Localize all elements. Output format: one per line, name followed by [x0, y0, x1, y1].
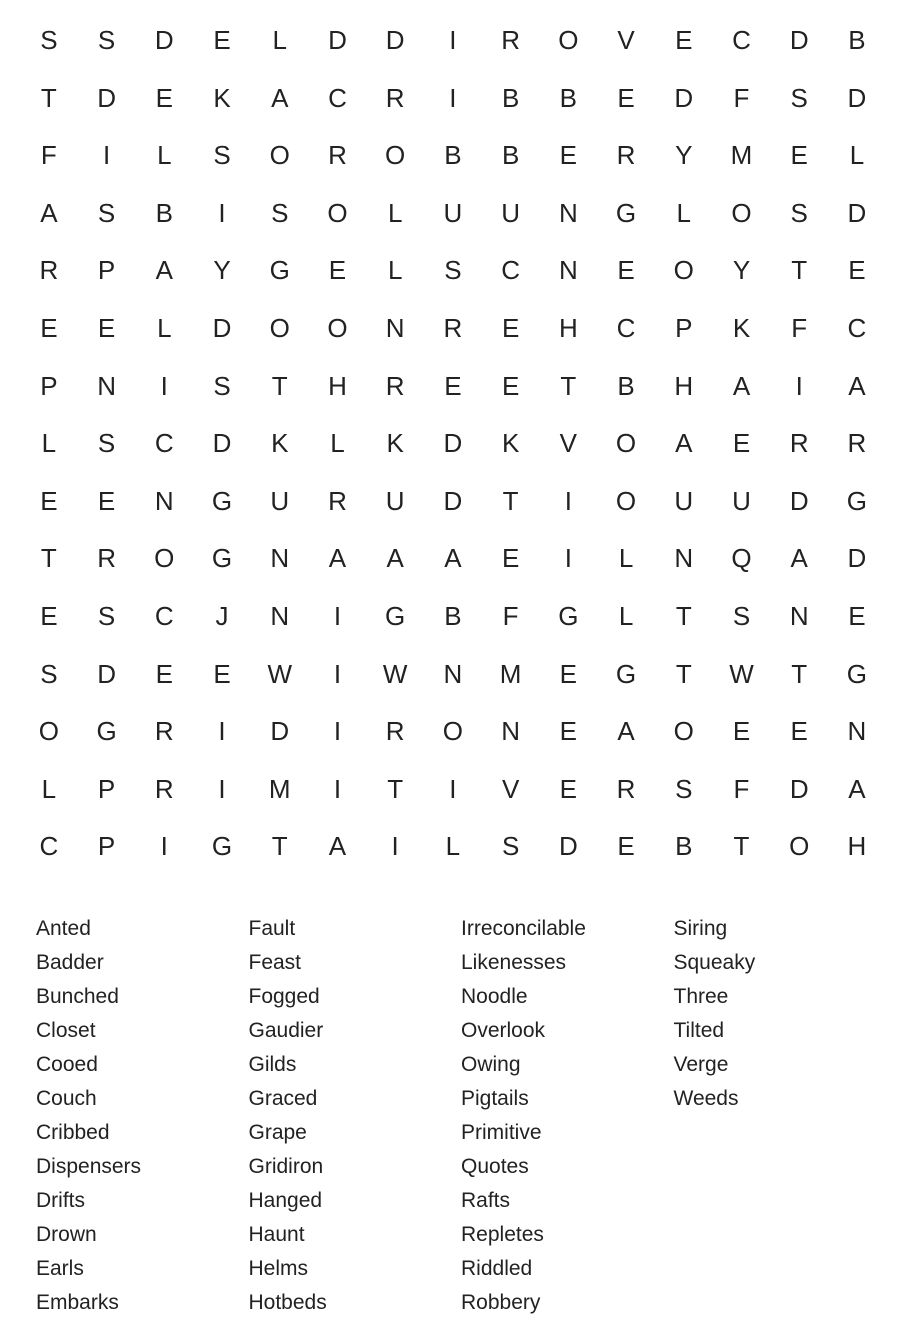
grid-cell[interactable]: Y: [675, 140, 693, 171]
grid-cell[interactable]: E: [328, 255, 347, 286]
grid-cell[interactable]: G: [211, 831, 233, 862]
word-list-item: Fogged: [248, 985, 320, 1008]
grid-row: [20, 703, 886, 761]
grid-cell[interactable]: D: [212, 428, 232, 459]
grid-cell[interactable]: L: [445, 831, 461, 862]
grid-cell[interactable]: O: [789, 831, 810, 862]
grid-cell[interactable]: D: [443, 485, 463, 516]
grid-cell[interactable]: Y: [213, 255, 231, 286]
grid-cell[interactable]: I: [160, 831, 168, 862]
grid-cell[interactable]: U: [501, 197, 520, 228]
grid-cell[interactable]: P: [97, 773, 116, 804]
grid-cell[interactable]: N: [558, 255, 578, 286]
grid-row: [20, 761, 886, 819]
word-list-item: Gilds: [248, 1053, 297, 1076]
grid-cell[interactable]: W: [267, 658, 292, 689]
grid-cell[interactable]: F: [502, 600, 519, 631]
grid-cell[interactable]: S: [40, 25, 58, 55]
grid-cell[interactable]: B: [444, 600, 462, 631]
grid-cell[interactable]: G: [846, 658, 868, 689]
grid-cell[interactable]: B: [675, 831, 693, 862]
grid-cell[interactable]: R: [154, 773, 174, 804]
grid-row: [20, 530, 886, 588]
grid-cell[interactable]: A: [386, 543, 404, 574]
grid-row: [20, 415, 886, 473]
grid-cell[interactable]: E: [559, 773, 577, 804]
grid-cell[interactable]: S: [675, 773, 693, 804]
grid-cell[interactable]: T: [387, 773, 404, 804]
grid-cell[interactable]: S: [40, 658, 58, 689]
grid-cell[interactable]: W: [382, 658, 408, 689]
grid-cell[interactable]: T: [791, 255, 808, 286]
grid-cell[interactable]: G: [558, 600, 579, 631]
grid-cell[interactable]: H: [328, 370, 347, 401]
grid-cell[interactable]: N: [789, 600, 809, 631]
grid-cell[interactable]: T: [733, 831, 750, 862]
word-list-item: Grape: [248, 1121, 307, 1144]
word-list-item: Primitive: [461, 1121, 542, 1144]
word-list-item: Anted: [36, 917, 91, 940]
grid-cell[interactable]: F: [791, 312, 808, 343]
grid-cell[interactable]: U: [674, 485, 694, 516]
word-column: [461, 912, 674, 1322]
grid-cell[interactable]: K: [501, 428, 520, 459]
grid-cell[interactable]: G: [269, 255, 290, 286]
word-list-item: Weeds: [673, 1087, 739, 1110]
grid-cell[interactable]: V: [617, 25, 635, 55]
grid-cell[interactable]: C: [847, 312, 867, 343]
grid-cell[interactable]: G: [615, 197, 637, 228]
grid-cell[interactable]: T: [502, 485, 519, 516]
grid-cell[interactable]: S: [501, 831, 520, 862]
letter-grid: [20, 12, 886, 876]
grid-cell[interactable]: I: [564, 543, 572, 574]
grid-cell[interactable]: B: [617, 370, 635, 401]
grid-cell[interactable]: D: [674, 82, 694, 113]
grid-cell[interactable]: I: [102, 140, 111, 171]
word-list: [36, 912, 886, 1322]
grid-cell[interactable]: B: [559, 82, 577, 113]
grid-cell[interactable]: R: [616, 140, 636, 171]
grid-cell[interactable]: N: [558, 197, 578, 228]
grid-cell[interactable]: I: [333, 658, 342, 689]
grid-cell[interactable]: E: [790, 716, 808, 747]
grid-cell[interactable]: E: [790, 140, 808, 171]
word-list-item: Earls: [36, 1257, 84, 1280]
grid-cell[interactable]: A: [790, 543, 808, 574]
word-list-item: Embarks: [36, 1291, 119, 1314]
grid-cell[interactable]: G: [211, 485, 233, 516]
grid-cell[interactable]: O: [269, 140, 290, 171]
grid-cell[interactable]: I: [333, 773, 342, 804]
grid-cell[interactable]: K: [386, 428, 404, 459]
grid-cell[interactable]: L: [41, 428, 57, 459]
grid-cell[interactable]: P: [97, 831, 116, 862]
grid-row: [20, 473, 886, 531]
grid-cell[interactable]: G: [96, 716, 117, 747]
word-list-item: Rafts: [461, 1189, 511, 1212]
grid-cell[interactable]: E: [732, 428, 751, 459]
grid-cell[interactable]: L: [618, 600, 634, 631]
word-list-item: Squeaky: [673, 951, 756, 974]
grid-cell[interactable]: A: [848, 773, 866, 804]
word-list-item: Gridiron: [248, 1155, 324, 1178]
grid-row: [20, 588, 886, 646]
grid-cell[interactable]: V: [501, 773, 520, 804]
grid-cell[interactable]: O: [442, 716, 463, 747]
word-list-item: Three: [673, 985, 729, 1008]
grid-cell[interactable]: N: [674, 543, 694, 574]
grid-cell[interactable]: I: [564, 485, 572, 516]
grid-cell[interactable]: G: [211, 543, 233, 574]
grid-cell[interactable]: D: [154, 25, 174, 55]
grid-cell[interactable]: D: [385, 25, 405, 55]
grid-cell[interactable]: J: [215, 600, 229, 631]
grid-cell[interactable]: I: [333, 600, 342, 631]
grid-cell[interactable]: E: [155, 658, 173, 689]
grid-cell[interactable]: Q: [731, 543, 752, 574]
grid-cell[interactable]: I: [449, 773, 457, 804]
grid-cell[interactable]: C: [328, 82, 347, 113]
grid-cell[interactable]: T: [40, 543, 57, 574]
word-list-item: Bunched: [36, 985, 119, 1008]
grid-cell[interactable]: T: [271, 831, 288, 862]
grid-cell[interactable]: K: [271, 428, 289, 459]
grid-cell[interactable]: E: [848, 255, 866, 286]
grid-cell[interactable]: L: [157, 140, 172, 171]
grid-cell[interactable]: S: [97, 600, 116, 631]
grid-cell[interactable]: R: [154, 716, 174, 747]
word-list-item: Owing: [461, 1053, 521, 1076]
grid-cell[interactable]: P: [675, 312, 693, 343]
grid-cell[interactable]: N: [385, 312, 405, 343]
grid-cell[interactable]: T: [40, 82, 57, 113]
grid-cell[interactable]: R: [97, 543, 116, 574]
grid-cell[interactable]: N: [501, 716, 520, 747]
grid-cell[interactable]: S: [271, 197, 289, 228]
grid-cell[interactable]: T: [675, 600, 692, 631]
grid-cell[interactable]: R: [328, 140, 347, 171]
grid-cell[interactable]: I: [795, 370, 803, 401]
grid-cell[interactable]: L: [41, 773, 57, 804]
grid-cell[interactable]: N: [443, 658, 463, 689]
grid-cell[interactable]: B: [501, 140, 520, 171]
grid-cell[interactable]: E: [213, 25, 231, 55]
grid-cell[interactable]: V: [559, 428, 577, 459]
grid-cell[interactable]: K: [213, 82, 231, 113]
grid-cell[interactable]: O: [673, 255, 694, 286]
grid-cell[interactable]: G: [385, 600, 406, 631]
word-column: [249, 912, 462, 1322]
grid-cell[interactable]: R: [385, 370, 405, 401]
grid-cell[interactable]: S: [790, 82, 808, 113]
grid-cell[interactable]: D: [789, 773, 809, 804]
grid-cell[interactable]: U: [732, 485, 751, 516]
grid-cell[interactable]: E: [501, 312, 520, 343]
grid-cell[interactable]: E: [848, 600, 866, 631]
grid-row: [20, 127, 886, 185]
grid-cell[interactable]: C: [154, 600, 174, 631]
grid-cell[interactable]: G: [846, 485, 868, 516]
grid-cell[interactable]: D: [328, 25, 347, 55]
word-list-item: Graced: [248, 1087, 318, 1110]
grid-cell[interactable]: N: [97, 370, 116, 401]
grid-cell[interactable]: D: [97, 658, 116, 689]
grid-cell[interactable]: L: [272, 25, 287, 55]
grid-cell[interactable]: A: [155, 255, 173, 286]
grid-cell[interactable]: L: [387, 197, 403, 228]
word-list-item: Hanged: [248, 1189, 323, 1212]
word-list-item: Hotbeds: [248, 1291, 327, 1314]
grid-cell[interactable]: D: [270, 716, 290, 747]
grid-cell[interactable]: R: [501, 25, 520, 55]
grid-cell[interactable]: G: [615, 658, 637, 689]
word-list-item: Closet: [36, 1019, 96, 1042]
word-list-item: Gaudier: [248, 1019, 324, 1042]
grid-row: [20, 646, 886, 704]
grid-cell[interactable]: I: [218, 773, 226, 804]
grid-cell[interactable]: A: [271, 82, 289, 113]
grid-cell[interactable]: S: [213, 140, 231, 171]
grid-cell[interactable]: P: [97, 255, 116, 286]
grid-cell[interactable]: N: [847, 716, 867, 747]
grid-cell[interactable]: S: [790, 197, 808, 228]
grid-cell[interactable]: E: [40, 312, 58, 343]
grid-cell[interactable]: A: [617, 716, 635, 747]
grid-cell[interactable]: L: [676, 197, 691, 228]
word-list-item: Cooed: [36, 1053, 98, 1076]
grid-cell[interactable]: L: [387, 255, 403, 286]
grid-cell[interactable]: E: [559, 716, 577, 747]
grid-cell[interactable]: T: [271, 370, 288, 401]
grid-cell[interactable]: D: [558, 831, 578, 862]
grid-cell[interactable]: D: [847, 82, 867, 113]
grid-cell[interactable]: O: [327, 312, 348, 343]
grid-cell[interactable]: I: [333, 716, 342, 747]
grid-cell[interactable]: K: [732, 312, 751, 343]
grid-cell[interactable]: A: [848, 370, 866, 401]
grid-cell[interactable]: A: [328, 831, 347, 862]
grid-cell[interactable]: E: [40, 600, 58, 631]
word-list-item: Haunt: [248, 1223, 305, 1246]
grid-cell[interactable]: B: [155, 197, 173, 228]
grid-cell[interactable]: R: [39, 255, 59, 286]
word-list-item: Likenesses: [461, 951, 567, 974]
word-list-item: Quotes: [461, 1155, 529, 1178]
grid-cell[interactable]: B: [848, 25, 866, 55]
grid-cell[interactable]: W: [729, 658, 754, 689]
word-list-item: Siring: [673, 917, 728, 940]
grid-row: [20, 300, 886, 358]
word-list-item: Verge: [673, 1053, 729, 1076]
word-list-item: Drifts: [36, 1189, 85, 1212]
grid-cell[interactable]: E: [501, 543, 520, 574]
grid-cell[interactable]: T: [560, 370, 577, 401]
word-list-item: Riddled: [461, 1257, 533, 1280]
grid-cell[interactable]: E: [559, 658, 577, 689]
grid-cell[interactable]: D: [443, 428, 463, 459]
grid-cell[interactable]: O: [731, 197, 752, 228]
grid-cell[interactable]: D: [789, 25, 809, 55]
grid-cell[interactable]: S: [97, 25, 116, 55]
grid-cell[interactable]: U: [270, 485, 290, 516]
grid-cell[interactable]: F: [733, 82, 750, 113]
grid-cell[interactable]: C: [732, 25, 751, 55]
word-list-item: Irreconcilable: [461, 917, 586, 940]
grid-cell[interactable]: I: [449, 82, 457, 113]
grid-cell[interactable]: E: [617, 255, 635, 286]
word-list-item: Dispensers: [36, 1155, 142, 1178]
grid-cell[interactable]: S: [97, 197, 116, 228]
grid-cell[interactable]: O: [38, 716, 59, 747]
grid-cell[interactable]: M: [268, 773, 291, 804]
word-column: [36, 912, 249, 1322]
grid-cell[interactable]: I: [449, 25, 457, 55]
word-list-item: Cribbed: [36, 1121, 110, 1144]
grid-cell[interactable]: L: [618, 543, 634, 574]
grid-cell[interactable]: T: [791, 658, 808, 689]
grid-cell[interactable]: H: [558, 312, 578, 343]
grid-cell[interactable]: A: [444, 543, 462, 574]
grid-cell[interactable]: E: [97, 312, 116, 343]
grid-cell[interactable]: I: [218, 197, 226, 228]
grid-cell[interactable]: N: [270, 543, 290, 574]
word-column: [674, 912, 887, 1322]
grid-cell[interactable]: M: [730, 140, 753, 171]
grid-cell[interactable]: O: [615, 428, 637, 459]
grid-cell[interactable]: C: [39, 831, 59, 862]
grid-row: [20, 70, 886, 128]
grid-cell[interactable]: D: [847, 197, 867, 228]
word-list-item: Couch: [36, 1087, 97, 1110]
word-list-item: Drown: [36, 1223, 97, 1246]
grid-cell[interactable]: R: [385, 82, 405, 113]
grid-cell[interactable]: A: [675, 428, 693, 459]
grid-cell[interactable]: E: [617, 82, 635, 113]
grid-cell[interactable]: E: [444, 370, 462, 401]
grid-cell[interactable]: R: [443, 312, 463, 343]
grid-cell[interactable]: N: [270, 600, 290, 631]
grid-cell[interactable]: U: [443, 197, 463, 228]
grid-cell[interactable]: E: [97, 485, 116, 516]
word-list-item: Overlook: [461, 1019, 546, 1042]
grid-cell[interactable]: A: [40, 197, 58, 228]
grid-cell[interactable]: U: [385, 485, 405, 516]
grid-cell[interactable]: C: [501, 255, 520, 286]
grid-cell[interactable]: D: [212, 312, 232, 343]
grid-cell[interactable]: E: [675, 25, 693, 55]
grid-cell[interactable]: C: [154, 428, 174, 459]
grid-cell[interactable]: B: [444, 140, 462, 171]
grid-cell[interactable]: S: [213, 370, 231, 401]
grid-row: [20, 818, 886, 876]
grid-cell[interactable]: P: [40, 370, 58, 401]
grid-cell[interactable]: E: [732, 716, 751, 747]
word-list-item: Repletes: [461, 1223, 544, 1246]
grid-cell[interactable]: E: [213, 658, 231, 689]
grid-cell[interactable]: O: [154, 543, 175, 574]
word-list-item: Helms: [248, 1257, 309, 1280]
grid-cell[interactable]: E: [501, 370, 520, 401]
grid-cell[interactable]: O: [327, 197, 348, 228]
grid-cell[interactable]: O: [269, 312, 290, 343]
grid-cell[interactable]: R: [847, 428, 867, 459]
grid-cell[interactable]: O: [558, 25, 579, 55]
grid-cell[interactable]: A: [732, 370, 751, 401]
grid-row: [20, 185, 886, 243]
word-list-item: Feast: [248, 951, 302, 974]
grid-cell[interactable]: O: [615, 485, 637, 516]
grid-cell[interactable]: A: [328, 543, 347, 574]
grid-cell[interactable]: D: [847, 543, 867, 574]
grid-cell[interactable]: E: [40, 485, 58, 516]
word-list-item: Robbery: [461, 1291, 541, 1314]
grid-cell[interactable]: N: [154, 485, 174, 516]
word-list-item: Noodle: [461, 985, 528, 1008]
grid-cell[interactable]: D: [97, 82, 116, 113]
grid-cell[interactable]: C: [616, 312, 636, 343]
grid-cell[interactable]: L: [157, 312, 172, 343]
grid-cell[interactable]: S: [444, 255, 462, 286]
grid-cell[interactable]: I: [391, 831, 399, 862]
grid-cell[interactable]: S: [732, 600, 751, 631]
grid-cell[interactable]: F: [40, 140, 57, 171]
grid-cell[interactable]: E: [155, 82, 173, 113]
grid-cell[interactable]: M: [499, 658, 522, 689]
grid-cell[interactable]: E: [559, 140, 577, 171]
grid-row: [20, 242, 886, 300]
grid-cell[interactable]: I: [218, 716, 226, 747]
word-list-item: Fault: [248, 917, 296, 940]
grid-cell[interactable]: Y: [732, 255, 751, 286]
grid-cell[interactable]: B: [501, 82, 520, 113]
grid-cell[interactable]: R: [328, 485, 347, 516]
grid-cell[interactable]: F: [733, 773, 750, 804]
grid-cell[interactable]: R: [385, 716, 405, 747]
grid-cell[interactable]: R: [616, 773, 636, 804]
word-list-item: Tilted: [673, 1019, 725, 1042]
grid-cell[interactable]: H: [847, 831, 867, 862]
grid-cell[interactable]: D: [789, 485, 809, 516]
grid-cell[interactable]: L: [849, 140, 865, 171]
word-list-item: Pigtails: [461, 1087, 529, 1110]
word-list-item: Badder: [36, 951, 104, 974]
grid-cell[interactable]: L: [330, 428, 345, 459]
grid-cell[interactable]: R: [789, 428, 809, 459]
grid-row: [20, 12, 886, 70]
grid-cell[interactable]: O: [385, 140, 406, 171]
grid-cell[interactable]: O: [673, 716, 694, 747]
grid-cell[interactable]: H: [674, 370, 694, 401]
grid-row: [20, 358, 886, 416]
grid-cell[interactable]: S: [97, 428, 116, 459]
grid-cell[interactable]: I: [160, 370, 168, 401]
grid-cell[interactable]: T: [675, 658, 692, 689]
grid-cell[interactable]: E: [617, 831, 635, 862]
